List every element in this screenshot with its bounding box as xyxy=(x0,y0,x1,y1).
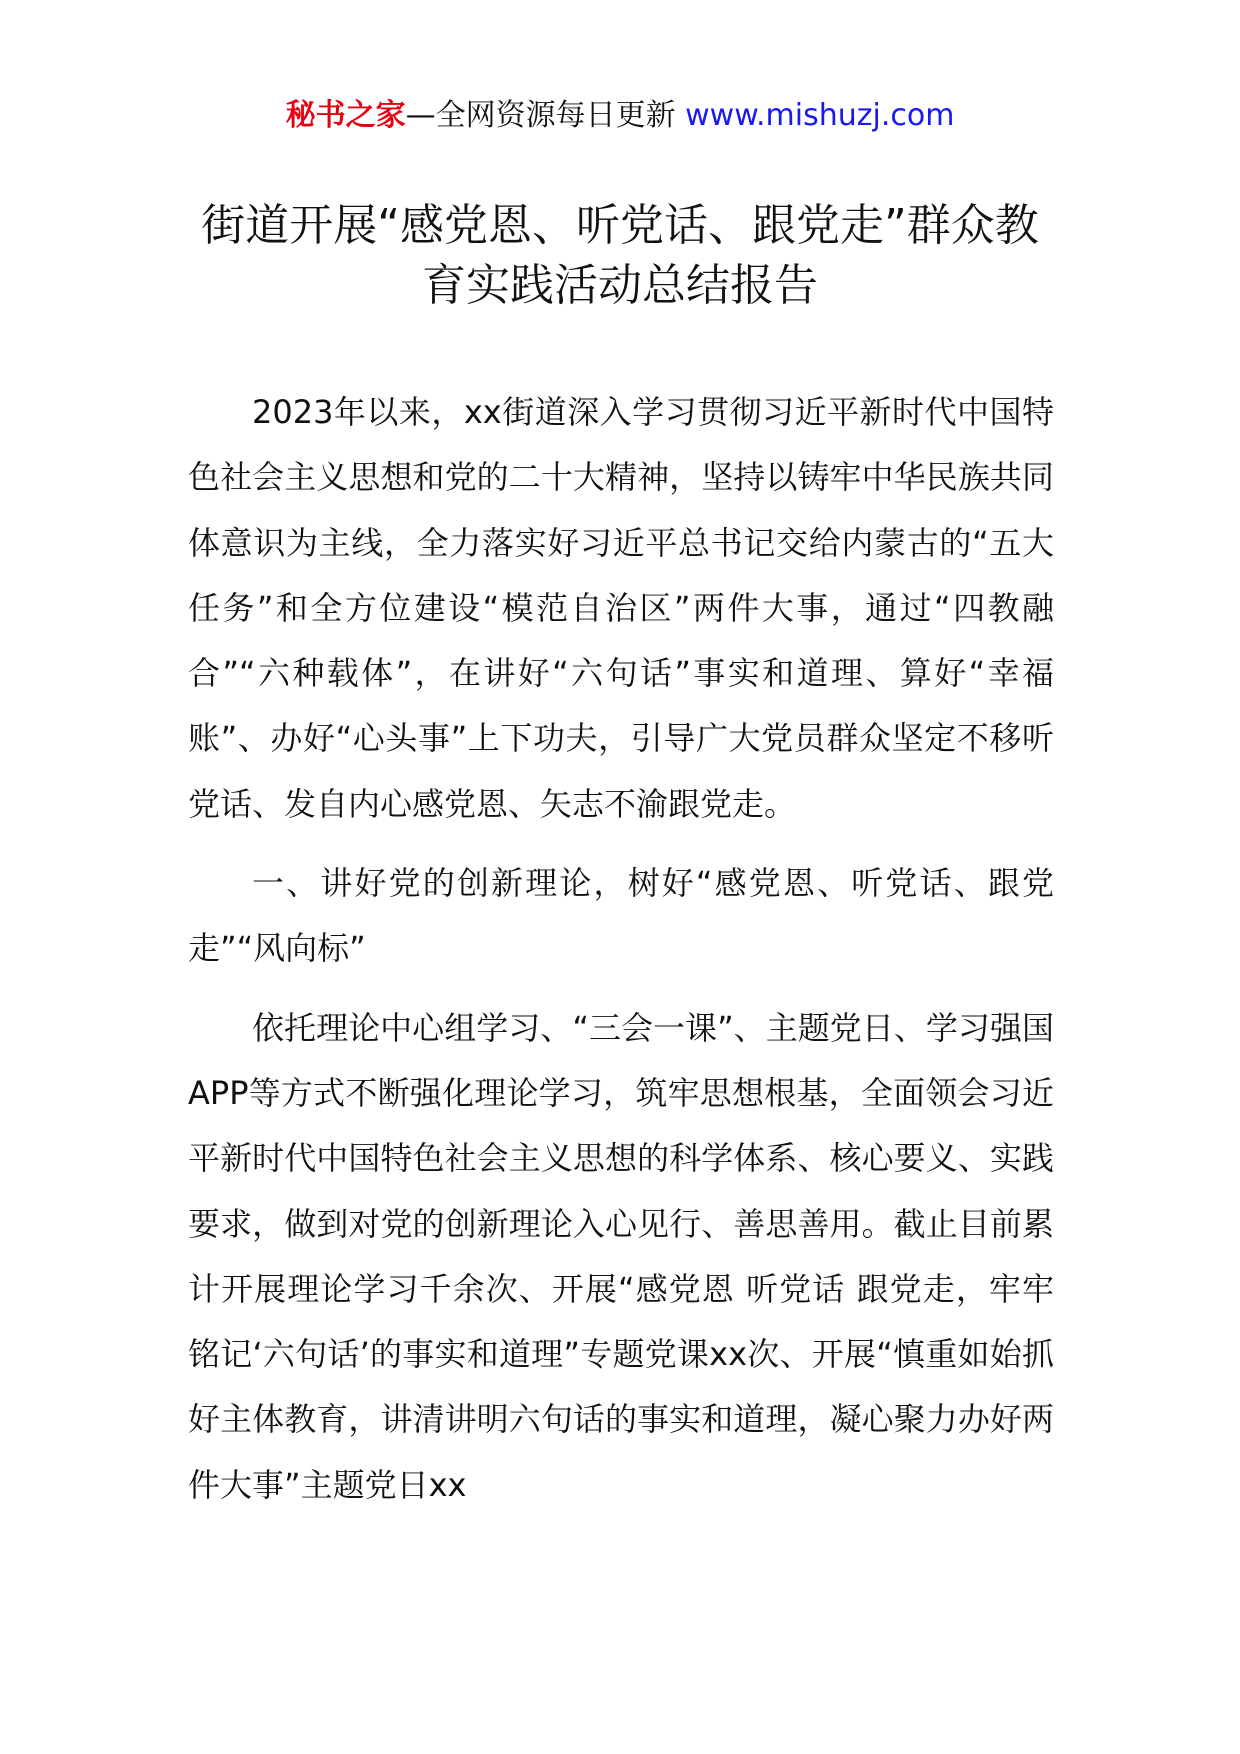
document-title: 街道开展“感党恩、听党话、跟党走”群众教育实践活动总结报告 xyxy=(201,200,1039,311)
site-url-link[interactable]: www.mishuzj.com xyxy=(685,98,955,133)
document-body xyxy=(188,380,1054,1532)
section-1-paragraph: 依托理论中心组学习、“三会一课”、主题党日、学习强国APP等方式不断强化理论学习，筑牢思想根基，全面领会习近平新时代中国特色社会主义思想的科学体系、核心要义、实践要求，做到对党的创新理论入心见行、善思善用。截止目前累计开展理论学习千余次、开展“感党恩 听党话 跟党走，牢牢铭记‘六句话’的事实和道理”专题党课xx次、开展“慎重如始抓好主体教育，讲清讲明六句话的事实和道理，凝心聚力办好两件大事”主题党日xx xyxy=(188,1008,1054,1504)
intro-paragraph: 2023年以来，xx街道深入学习贯彻习近平新时代中国特色社会主义思想和党的二十大精神，坚持以铸牢中华民族共同体意识为主线，全力落实好习近平总书记交给内蒙古的“五大任务”和全方位建设“模范自治区”两件大事，通过“四教融合”“六种载体”，在讲好“六句话”事实和道理、算好“幸福账”、办好“心头事”上下功夫，引导广大党员群众坚定不移听党话、发自内心感党恩、矢志不渝跟党走。 xyxy=(188,393,1054,823)
section-heading-1: 一、讲好党的创新理论，树好“感党恩、听党话、跟党走”“风向标” xyxy=(188,864,1054,968)
brand-name: 秘书之家 xyxy=(285,98,406,133)
banner-tagline: —全网资源每日更新 xyxy=(405,98,686,133)
site-banner xyxy=(0,96,1240,136)
